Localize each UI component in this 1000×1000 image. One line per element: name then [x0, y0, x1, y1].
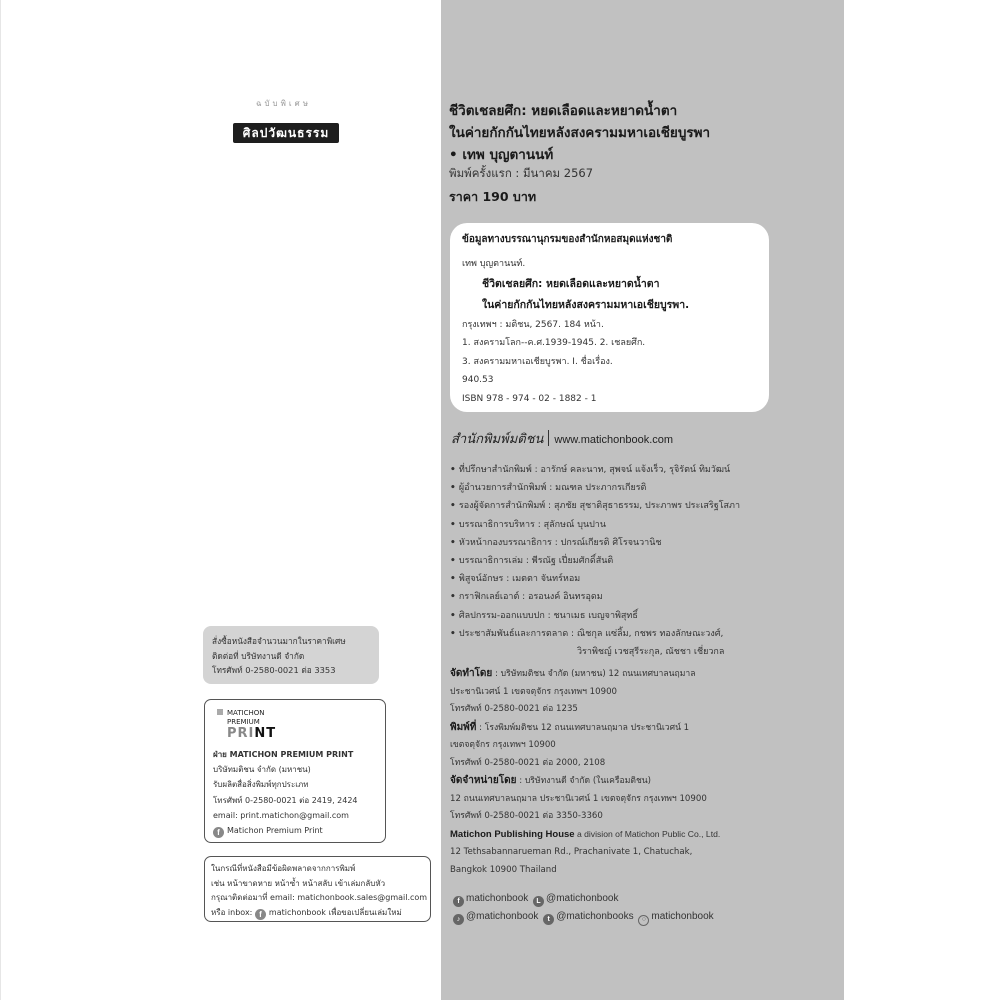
staff-item: • บรรณาธิการเล่ม : พีรณัฐ เปี่ยมศักดิ์สันติ	[450, 552, 835, 570]
facebook-icon: f	[255, 909, 266, 920]
series-name-box: ศิลปวัฒนธรรม	[233, 123, 339, 143]
edition-line: พิมพ์ครั้งแรก : มีนาคม 2567	[449, 166, 594, 180]
logo-line1: MATICHON	[227, 709, 265, 717]
instagram-icon: ○	[638, 915, 649, 926]
twitter-icon: t	[543, 914, 554, 925]
cip-title-line2: ในค่ายกักกันไทยหลังสงครามมหาเอเชียบูรพา.	[482, 298, 690, 311]
staff-item: • บรรณาธิการบริหาร : สุลักษณ์ บุนปาน	[450, 516, 835, 534]
premium-facebook-line	[213, 823, 377, 838]
staff-item: • ที่ปรึกษาสำนักพิมพ์ : อารักษ์ คละนาท, สุพจน์ แจ้งเร็ว, รุจิรัตน์ ทิมวัฒน์	[450, 461, 835, 479]
producer-label: จัดทำโดย	[450, 668, 493, 679]
printer-line1	[450, 719, 840, 738]
cip-classification: 940.53	[462, 375, 494, 385]
premium-print-box	[204, 699, 386, 843]
staff-item: • ผู้อำนวยการสำนักพิมพ์ : มณฑล ประภากรเกียรติ	[450, 479, 835, 497]
staff-item: • ศิลปกรรม-ออกแบบปก : ชนาเมธ เบญจาพิสุทธิ์	[450, 607, 835, 625]
line-handle[interactable]: @matichonbook	[546, 893, 619, 904]
facebook-handle[interactable]: matichonbook	[466, 893, 529, 904]
premium-company: บริษัทมติชน จำกัด (มหาชน)	[213, 765, 311, 775]
cip-box	[450, 223, 769, 412]
bulk-order-line2: ติดต่อที่ บริษัทงานดี จำกัด	[212, 650, 305, 661]
book-title-line2: ในค่ายกักกันไทยหลังสงครามมหาเอเชียบูรพา	[449, 125, 711, 141]
errata-inbox-prefix: หรือ inbox:	[211, 907, 253, 917]
printer-label: พิมพ์ที่	[450, 721, 477, 733]
en-address2: Bangkok 10900 Thailand	[450, 864, 557, 875]
publisher-brand	[451, 428, 673, 450]
distributor-label: จัดจำหน่ายโดย	[450, 775, 517, 786]
twitter-handle[interactable]: @matichonbooks	[556, 911, 634, 922]
printer-address1: : โรงพิมพ์มติชน 12 ถนนเทศบาลนฤมาล ประชานิเวศน์ 1	[476, 722, 690, 733]
cip-title-line1: ชีวิตเชลยศึก: หยดเลือดและหยาดน้ำตา	[482, 277, 660, 290]
errata-line1: ในกรณีที่หนังสือมีข้อผิดพลาดจากการพิมพ์	[211, 864, 356, 873]
publisher-script-logo: สำนักพิมพ์มติชน	[451, 432, 544, 447]
book-title-line1: ชีวิตเชลยศึก: หยดเลือดและหยาดน้ำตา	[449, 103, 678, 119]
cip-imprint: กรุงเทพฯ : มติชน, 2567. 184 หน้า.	[462, 319, 604, 330]
distributor-address2: 12 ถนนเทศบาลนฤมาล ประชานิเวศน์ 1 เขตจตุจักร กรุงเทพฯ 10900	[450, 793, 707, 804]
bulk-order-box	[203, 626, 379, 684]
staff-item: • หัวหน้ากองบรรณาธิการ : ปกรณ์เกียรติ ศิโรจนวานิช	[450, 534, 835, 552]
en-publisher-division: a division of Matichon Public Co., Ltd.	[574, 828, 721, 839]
cip-isbn: ISBN 978 - 974 - 02 - 1882 - 1	[462, 393, 597, 404]
line-icon: L	[533, 896, 544, 907]
book-author: • เทพ บุญตานนท์	[449, 147, 554, 163]
facebook-icon: f	[213, 827, 224, 838]
bulk-order-line1: สั่งซื้อหนังสือจำนวนมากในราคาพิเศษ	[212, 636, 346, 646]
staff-item: • รองผู้จัดการสำนักพิมพ์ : สุภชัย สุชาติสุธาธรรม, ประภาพร ประเสริฐโสภา	[450, 497, 835, 515]
errata-line2: เช่น หน้าขาดหาย หน้าซ้ำ หน้าสลับ เข้าเล่มกลับหัว	[211, 878, 386, 888]
staff-list	[450, 461, 835, 661]
publisher-url[interactable]: www.matichonbook.com	[554, 434, 674, 446]
errata-inbox-suffix: เพื่อขอเปลี่ยนเล่มใหม่	[325, 907, 402, 917]
cip-author: เทพ บุญตานนท์.	[462, 259, 526, 269]
facebook-icon: f	[453, 896, 464, 907]
premium-facebook[interactable]: Matichon Premium Print	[227, 826, 323, 836]
cip-subjects1: 1. สงครามโลก--ค.ศ.1939-1945. 2. เชลยศึก.	[462, 338, 646, 348]
errata-inbox-account[interactable]: matichonbook	[268, 907, 326, 917]
en-publisher-name: Matichon Publishing House	[450, 828, 575, 840]
premium-dept: ฝ่าย MATICHON PREMIUM PRINT	[213, 750, 354, 759]
producer-address2: ประชานิเวศน์ 1 เขตจตุจักร กรุงเทพฯ 10900	[450, 686, 618, 697]
price: ราคา 190 บาท	[449, 189, 537, 204]
errata-line3: กรุณาติดต่อมาที่ email: matichonbook.sales@gmail.com	[211, 893, 428, 903]
instagram-handle[interactable]: matichonbook	[651, 911, 714, 922]
brand-divider	[548, 430, 549, 446]
premium-phone: โทรศัพท์ 0-2580-0021 ต่อ 2419, 2424	[213, 795, 358, 805]
staff-item: • กราฟิกเลย์เอาต์ : อรอนงค์ อินทรอุดม	[450, 588, 835, 606]
cip-subjects2: 3. สงครามมหาเอเชียบูรพา. I. ชื่อเรื่อง.	[462, 356, 613, 367]
printer-phone: โทรศัพท์ 0-2580-0021 ต่อ 2000, 2108	[450, 757, 606, 768]
errata-box	[204, 856, 431, 922]
errata-line4	[211, 906, 424, 921]
premium-email[interactable]: email: print.matichon@gmail.com	[213, 810, 349, 820]
distributor-phone: โทรศัพท์ 0-2580-0021 ต่อ 3350-3360	[450, 811, 603, 821]
social-row2	[451, 911, 714, 926]
series-arc-text: ฉบับพิเศษ	[256, 99, 311, 108]
tiktok-icon: ♪	[453, 914, 464, 925]
distributor-line1	[450, 772, 840, 791]
premium-print-logo	[213, 705, 377, 747]
producer-address1: : บริษัทมติชน จำกัด (มหาชน) 12 ถนนเทศบาลนฤมาล	[492, 669, 696, 679]
social-row1	[451, 893, 618, 907]
logo-line3	[227, 726, 276, 741]
logo-print-pr: PRI	[227, 726, 255, 741]
logo-square-mark	[217, 709, 223, 715]
logo-line2: PREMIUM	[227, 718, 260, 726]
scan-edge	[0, 0, 1, 1000]
cip-heading: ข้อมูลทางบรรณานุกรมของสำนักหอสมุดแห่งชาติ	[462, 234, 673, 245]
premium-service: รับผลิตสื่อสิ่งพิมพ์ทุกประเภท	[213, 780, 309, 790]
tiktok-handle[interactable]: @matichonbook	[466, 911, 539, 922]
printer-address2: เขตจตุจักร กรุงเทพฯ 10900	[450, 740, 556, 750]
staff-item: • พิสูจน์อักษร : เมตตา จันทร์หอม	[450, 570, 835, 588]
producer-line1	[450, 665, 840, 684]
publisher-info	[450, 665, 840, 879]
producer-phone: โทรศัพท์ 0-2580-0021 ต่อ 1235	[450, 704, 578, 714]
series-logo	[233, 97, 341, 145]
en-address1: 12 Tethsabannarueman Rd., Prachanivate 1, Chatuchak,	[450, 847, 693, 857]
en-publisher-line	[450, 826, 840, 845]
logo-print-nt: NT	[254, 726, 277, 741]
distributor-address1: : บริษัทงานดี จำกัด (ในเครือมติชน)	[516, 776, 652, 786]
staff-item-continuation: วิราพิชญ์ เวชสุรีระกุล, ณัชชา เชี่ยวกล	[577, 647, 725, 658]
left-page	[152, 0, 441, 1000]
bulk-order-line3: โทรศัพท์ 0-2580-0021 ต่อ 3353	[212, 665, 336, 676]
staff-item: • ประชาสัมพันธ์และการตลาด : ณิชกุล แซ่ลิ้ม, กชพร ทองลักษณะวงศ์,	[450, 625, 835, 643]
